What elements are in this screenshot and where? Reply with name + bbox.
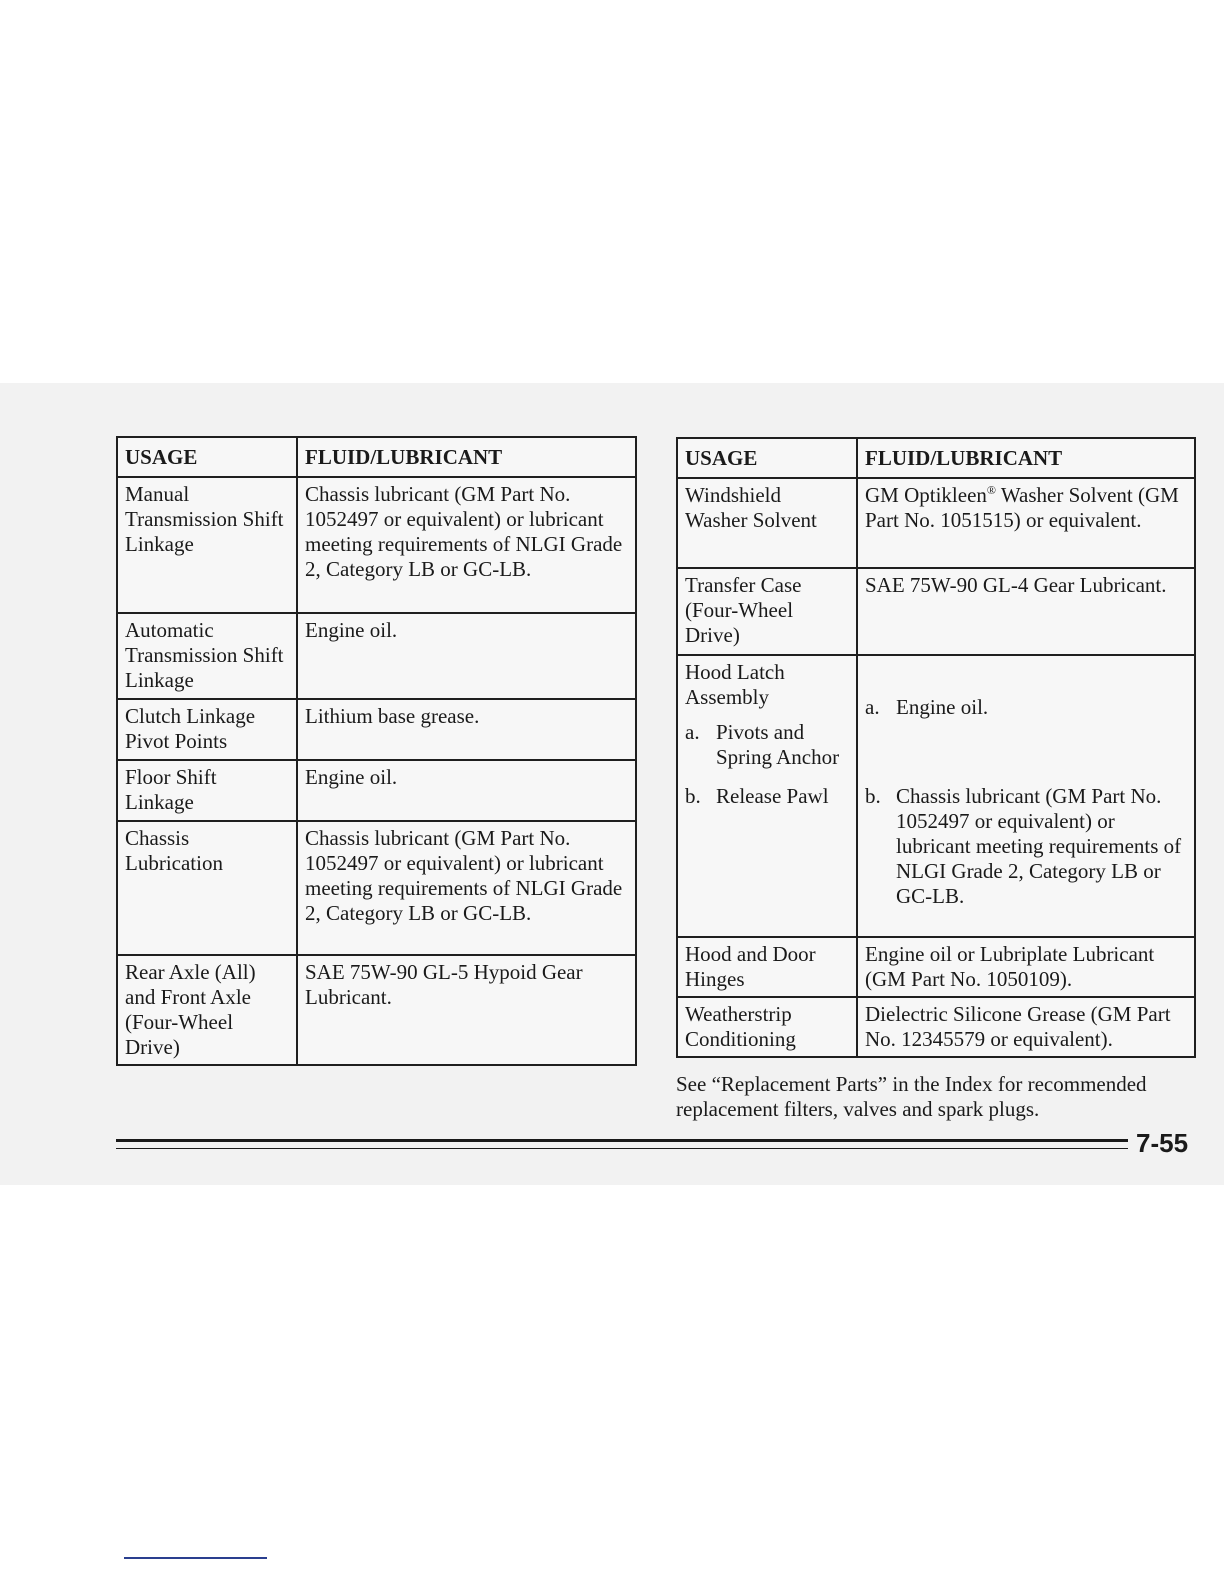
footer-rule: [116, 1139, 1128, 1142]
usage-header: USAGE: [677, 438, 857, 478]
fluid-header: FLUID/LUBRICANT: [297, 437, 636, 477]
fluid-table-right: [676, 437, 1196, 1058]
fluid-cell: SAE 75W-90 GL-5 Hypoid Gear Lubricant.: [297, 955, 636, 1065]
fluid-cell: Chassis lubricant (GM Part No. 1052497 or equivalent) or lubricant meeting requirements of NLGI Grade 2, Category LB or GC-LB.: [297, 477, 636, 613]
usage-cell: Hood and Door Hinges: [677, 937, 857, 997]
usage-cell: Manual Transmission Shift Linkage: [117, 477, 297, 613]
usage-cell: [677, 655, 857, 937]
usage-cell: Floor Shift Linkage: [117, 760, 297, 821]
usage-cell: Rear Axle (All) and Front Axle (Four-Wheel Drive): [117, 955, 297, 1065]
usage-cell: Chassis Lubrication: [117, 821, 297, 955]
table-row: [677, 478, 1195, 568]
fluid-cell: SAE 75W-90 GL-4 Gear Lubricant.: [857, 568, 1195, 655]
fluid-cell: [857, 655, 1195, 937]
footer-rule-thin: [116, 1148, 1128, 1149]
table-row: [677, 568, 1195, 655]
table-header-row: [677, 438, 1195, 478]
fluid-header: FLUID/LUBRICANT: [857, 438, 1195, 478]
page-number: 7-55: [1136, 1128, 1189, 1158]
fluid-text: Washer Solvent (GM Part No. 1051515) or equivalent.: [865, 483, 1179, 532]
fluid-cell: [857, 478, 1195, 568]
table-row: [117, 477, 636, 613]
sub-fluid: Chassis lubricant (GM Part No. 1052497 or equivalent) or lubricant meeting requirements of NLGI Grade 2, Category LB or GC-LB.: [896, 784, 1182, 908]
table-row: [117, 821, 636, 955]
sub-letter: b.: [865, 784, 881, 808]
usage-header: USAGE: [117, 437, 297, 477]
sub-letter: a.: [865, 695, 880, 719]
usage-cell: Automatic Transmission Shift Linkage: [117, 613, 297, 699]
fluid-cell: Engine oil.: [297, 613, 636, 699]
sub-usage: Pivots and Spring Anchor: [716, 720, 840, 769]
sub-item-a: [865, 695, 1186, 720]
sub-fluid: Engine oil.: [896, 695, 989, 719]
fluid-cell: Dielectric Silicone Grease (GM Part No. 12345579 or equivalent).: [857, 997, 1195, 1057]
usage-cell: Windshield Washer Solvent: [677, 478, 857, 568]
usage-cell: Weatherstrip Conditioning: [677, 997, 857, 1057]
sub-letter: a.: [685, 720, 700, 744]
sub-item-b: [865, 784, 1186, 909]
table-header-row: [117, 437, 636, 477]
fluid-table-left: [116, 436, 637, 1066]
table-row: [117, 699, 636, 760]
fluid-brand: GM Optikleen: [865, 483, 987, 507]
table-row: [117, 760, 636, 821]
usage-cell: Transfer Case (Four-Wheel Drive): [677, 568, 857, 655]
fluid-cell: Engine oil.: [297, 760, 636, 821]
fluid-cell: Engine oil or Lubriplate Lubricant (GM Part No. 1050109).: [857, 937, 1195, 997]
usage-title: Hood Latch Assembly: [685, 660, 785, 709]
table-row: [117, 955, 636, 1065]
table-row: [117, 613, 636, 699]
table-row: [677, 655, 1195, 937]
sub-letter: b.: [685, 784, 701, 808]
sub-usage: Release Pawl: [716, 784, 829, 808]
fluid-cell: Lithium base grease.: [297, 699, 636, 760]
fluid-cell: Chassis lubricant (GM Part No. 1052497 or equivalent) or lubricant meeting requirements of NLGI Grade 2, Category LB or GC-LB.: [297, 821, 636, 955]
footer-link-underline: [124, 1557, 267, 1559]
usage-cell: Clutch Linkage Pivot Points: [117, 699, 297, 760]
table-row: [677, 937, 1195, 997]
sub-item-a: [685, 720, 848, 770]
sub-item-b: [685, 784, 848, 809]
registered-mark: ®: [986, 483, 997, 497]
replacement-parts-note: See “Replacement Parts” in the Index for recommended replacement filters, valves and spark plugs.: [676, 1072, 1147, 1121]
table-row: [677, 997, 1195, 1057]
